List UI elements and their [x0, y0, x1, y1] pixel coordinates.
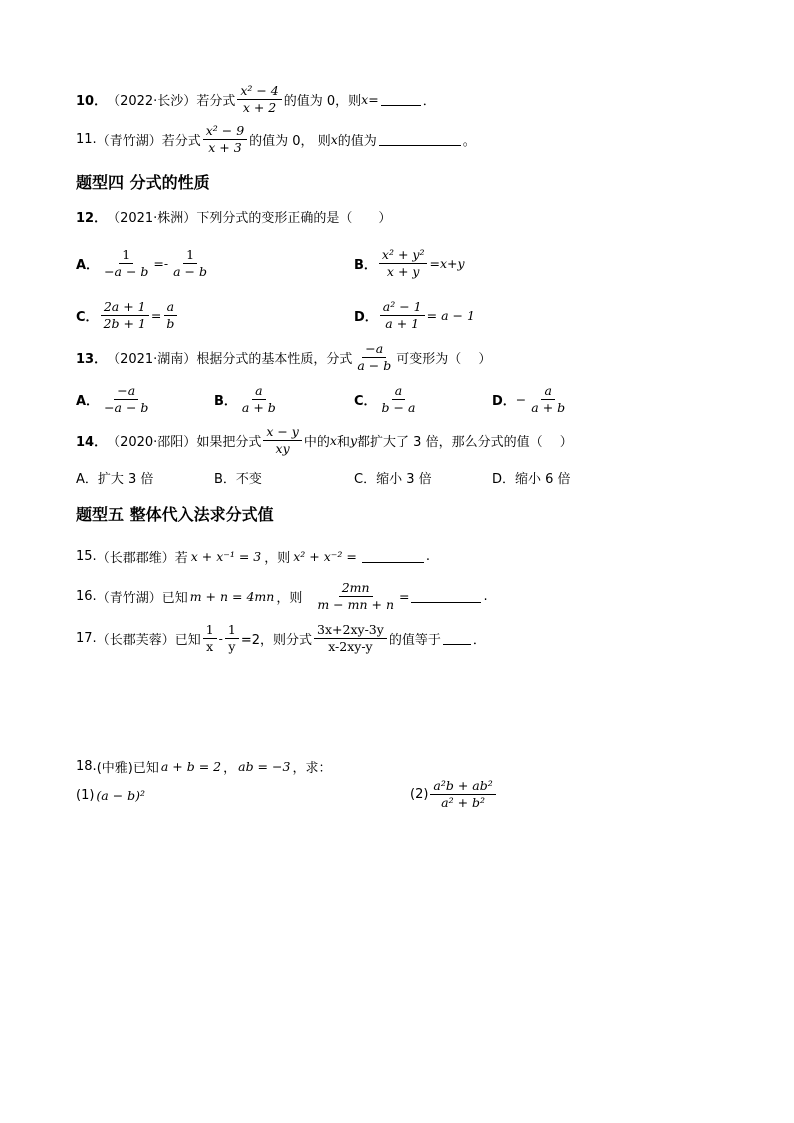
question-text: 已知 [174, 632, 201, 648]
denominator: m − mn + n [317, 596, 394, 612]
question-13 [76, 342, 491, 372]
fraction [101, 300, 149, 331]
fraction [101, 248, 151, 279]
answer-blank[interactable] [379, 133, 461, 146]
numerator: x − y [263, 425, 302, 441]
question-text: ，则 [276, 590, 303, 606]
fraction [203, 623, 217, 654]
option-d[interactable] [354, 298, 475, 332]
option-d[interactable] [492, 382, 570, 416]
fraction [203, 124, 247, 155]
fraction [379, 248, 428, 279]
question-text: 下列分式的变形正确的是（ ） [196, 210, 392, 226]
question-text: ，求： [292, 760, 332, 776]
question-number: 18. [76, 758, 97, 774]
question-source: （长郡郡维） [96, 550, 175, 566]
fraction [430, 779, 495, 810]
question-number: 15. [76, 548, 97, 564]
option-c[interactable]: C．缩小 3 倍 [354, 472, 432, 487]
punctuation: ． [472, 632, 486, 648]
operator: = [150, 307, 162, 323]
expression: (a − b)² [96, 787, 146, 803]
question-text: 若分式 [161, 133, 201, 149]
question-text: 都扩大了 3 倍，那么分式的值（ ） [357, 434, 573, 450]
numerator: 2a + 1 [101, 300, 149, 316]
option-b[interactable] [354, 246, 465, 280]
denominator: −a − b [104, 263, 149, 279]
question-text: ， [223, 760, 237, 776]
numerator: 1 [225, 623, 239, 639]
equals: = [368, 91, 379, 107]
answer-blank[interactable] [411, 590, 481, 603]
punctuation: . [425, 548, 430, 564]
denominator: a + b [531, 399, 566, 415]
fraction [379, 384, 419, 415]
sub-question-2 [410, 776, 498, 812]
answer-blank[interactable] [381, 93, 421, 106]
fraction [380, 300, 425, 331]
option-label: C． [76, 309, 99, 325]
variable: y [349, 432, 358, 448]
question-text: 已知 [161, 590, 188, 606]
numerator: −a [114, 384, 138, 400]
option-a[interactable] [76, 246, 212, 280]
fraction [225, 623, 239, 654]
equals: = [399, 588, 410, 604]
numerator: 1 [203, 623, 217, 639]
operator: =- [153, 255, 169, 271]
question-11 [76, 124, 476, 154]
question-source: （2021·株洲） [107, 210, 197, 226]
option-label: C． [354, 393, 377, 409]
numerator: a [252, 384, 265, 400]
question-source: （2022·长沙） [107, 93, 197, 109]
denominator: x-2xy-y [328, 638, 373, 654]
denominator: a − b [357, 357, 392, 373]
question-number: 10． [76, 93, 108, 109]
denominator: y [228, 638, 236, 654]
answer-blank[interactable] [362, 550, 424, 563]
section-heading: 题型四 分式的性质 [76, 173, 210, 192]
fraction [528, 384, 568, 415]
expression: x² + x⁻² = [293, 548, 357, 564]
numerator: a [392, 384, 405, 400]
numerator: a²b + ab² [430, 779, 495, 795]
denominator: x + 2 [242, 99, 277, 115]
question-number: 11. [76, 131, 97, 147]
question-text: ，则 [264, 550, 291, 566]
question-14 [76, 424, 573, 456]
fraction [314, 623, 387, 654]
denominator: x + y [386, 263, 420, 279]
option-d[interactable]: D．缩小 6 倍 [492, 472, 571, 487]
denominator: −a − b [104, 399, 149, 415]
variable: x [361, 91, 369, 107]
fraction [170, 248, 210, 279]
denominator: a − b [173, 263, 207, 279]
question-source: （长郡芙蓉） [96, 632, 175, 648]
question-text: 若分式 [196, 93, 236, 109]
section-heading: 题型五 整体代入法求分式值 [76, 505, 274, 524]
option-c[interactable] [76, 298, 179, 332]
numerator: a [541, 384, 554, 400]
question-18 [76, 756, 331, 776]
question-number: 14． [76, 434, 108, 450]
answer-blank[interactable] [443, 632, 471, 645]
punctuation: . [483, 588, 488, 604]
expression: m + n = 4mn [189, 588, 275, 604]
option-c[interactable] [354, 382, 420, 416]
option-a[interactable] [76, 382, 153, 416]
question-text: 可变形为（ ） [396, 351, 492, 367]
question-source: (中雅) [96, 760, 133, 776]
question-number: 13． [76, 351, 108, 367]
question-15 [76, 546, 430, 566]
question-10 [76, 84, 436, 114]
result: =x+y [429, 255, 465, 271]
denominator: b − a [381, 399, 416, 415]
question-number: 17. [76, 630, 97, 646]
question-text: 的值等于 [388, 632, 441, 648]
option-label: D． [354, 309, 378, 325]
option-label: D． [492, 393, 516, 409]
fraction [101, 384, 151, 415]
fraction [163, 300, 177, 331]
expression: a + b = 2 [160, 758, 222, 774]
fraction [239, 384, 279, 415]
question-source: （2020·邵阳） [107, 434, 197, 450]
denominator: a + b [241, 399, 276, 415]
denominator: 2b + 1 [103, 315, 146, 331]
result: = a − 1 [426, 307, 475, 323]
numerator: 1 [119, 248, 133, 264]
numerator: x² + y² [379, 248, 428, 264]
question-text: 的值为 0，则 [283, 93, 362, 109]
numerator: a² − 1 [380, 300, 425, 316]
numerator: 3x+2xy-3y [314, 623, 387, 639]
option-label: A． [76, 257, 100, 273]
fraction [237, 84, 281, 115]
question-text: 和 [336, 434, 350, 450]
question-12 [76, 206, 391, 226]
fraction [354, 342, 394, 373]
question-text: 中的 [303, 434, 330, 450]
option-b[interactable]: B．不变 [214, 472, 262, 487]
option-label: A． [76, 393, 100, 409]
question-text: 的值为 0， 则 [249, 133, 331, 149]
expression: x + x⁻¹ = 3 [190, 548, 262, 564]
denominator: x + 3 [208, 139, 242, 155]
question-text: 已知 [132, 760, 159, 776]
fraction [263, 425, 302, 456]
numerator: x² − 4 [237, 84, 281, 100]
question-17 [76, 620, 486, 656]
numerator: 1 [183, 248, 197, 264]
option-b[interactable] [214, 382, 281, 416]
denominator: xy [275, 440, 290, 456]
question-text: 如果把分式 [196, 434, 262, 450]
variable: x [329, 432, 337, 448]
punctuation: 。 [462, 133, 476, 149]
denominator: x [206, 638, 214, 654]
question-number: 12． [76, 210, 108, 226]
numerator: 2mn [339, 581, 373, 597]
operator: - [218, 630, 223, 646]
denominator: a + 1 [385, 315, 420, 331]
denominator: b [166, 315, 175, 331]
question-text: 根据分式的基本性质，分式 [196, 351, 353, 367]
question-text: 若 [174, 550, 188, 566]
fraction [314, 581, 397, 612]
option-label: B． [214, 393, 237, 409]
option-a[interactable]: A．扩大 3 倍 [76, 472, 154, 487]
sub-question-number: (2) [410, 786, 429, 802]
option-label: B． [354, 257, 377, 273]
question-16 [76, 580, 488, 612]
punctuation: ． [422, 93, 436, 109]
question-text: =2，则分式 [240, 632, 313, 648]
question-number: 16. [76, 588, 97, 604]
sub-question-1 [76, 784, 145, 806]
numerator: a [164, 300, 177, 316]
numerator: x² − 9 [203, 124, 247, 140]
denominator: a² + b² [441, 794, 486, 810]
question-source: （2021·湖南） [107, 351, 197, 367]
expression: ab = −3 [238, 758, 291, 774]
question-text: 的值为 [337, 133, 377, 149]
question-source: （青竹湖） [96, 133, 162, 149]
question-source: （青竹湖） [96, 590, 162, 606]
operator: − [515, 391, 527, 407]
numerator: −a [362, 342, 386, 358]
sub-question-number: (1) [76, 787, 95, 803]
variable: x [330, 131, 338, 147]
